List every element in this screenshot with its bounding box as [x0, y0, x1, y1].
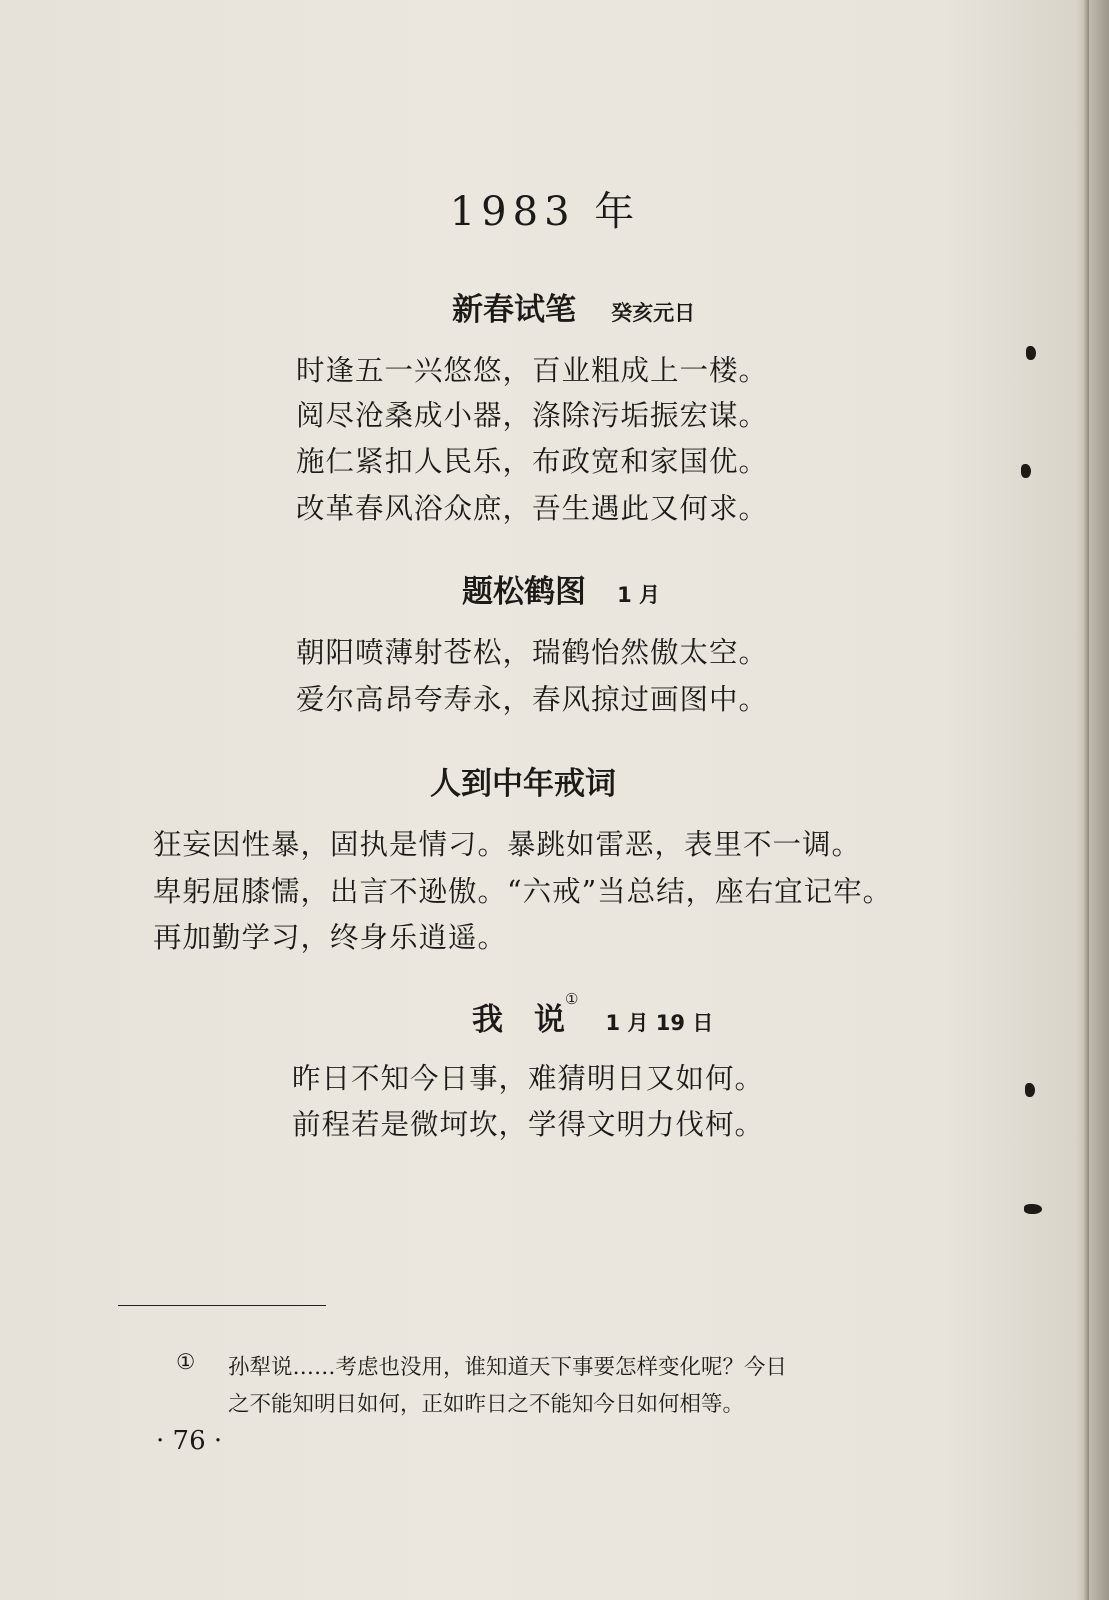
binding-hole — [1024, 1204, 1042, 1214]
poem-line: 爱尔高昂夸寿永，春风掠过画图中。 — [296, 683, 769, 716]
poem-date: 1 月 — [617, 583, 661, 607]
poem-date: 癸亥元日 — [611, 301, 696, 325]
poem-line: 前程若是微坷坎，学得文明力伐柯。 — [292, 1108, 765, 1141]
poem-title-row — [430, 758, 616, 803]
poem-title: 新春试笔 — [452, 292, 576, 328]
poem-title: 我 说 — [472, 1002, 565, 1038]
poem-line: 卑躬屈膝懦，出言不逊傲。“六戒”当总结，座右宜记牢。 — [153, 875, 893, 908]
footnote-rule — [118, 1305, 326, 1306]
poem-line: 朝阳喷薄射苍松，瑞鹤怡然傲太空。 — [296, 636, 769, 669]
binding-hole — [1021, 464, 1031, 478]
page-edge — [1083, 0, 1089, 1600]
binding-hole — [1026, 346, 1036, 360]
poem-line: 时逢五一兴悠悠，百业粗成上一楼。 — [296, 354, 769, 387]
page-number: · 76 · — [156, 1426, 223, 1456]
year-heading: 1983 年 — [449, 189, 641, 235]
poem-title-row — [462, 566, 660, 611]
poem-line: 狂妄因性暴，固执是情刁。暴跳如雷恶，表里不一调。 — [153, 828, 862, 861]
footnote-line: 之不能知明日如何，正如昨日之不能知今日如何相等。 — [228, 1392, 745, 1417]
binding-hole — [1025, 1083, 1035, 1097]
poem-line: 阅尽沧桑成小器，涤除污垢振宏谋。 — [296, 399, 769, 432]
poem-line: 再加勤学习，终身乐逍遥。 — [153, 921, 508, 954]
poem-date: 1 月 19 日 — [605, 1011, 714, 1035]
poem-title-row — [472, 990, 714, 1039]
footnote-mark: ① — [565, 990, 579, 1008]
poem-title: 题松鹤图 — [462, 574, 586, 610]
poem-line: 施仁紧扣人民乐，布政宽和家国优。 — [296, 445, 769, 478]
poem-line: 昨日不知今日事，难猜明日又如何。 — [292, 1062, 765, 1095]
poem-title-row — [452, 284, 695, 329]
poem-line: 改革春风浴众庶，吾生遇此又何求。 — [296, 492, 769, 525]
footnote-marker: ① — [176, 1350, 196, 1375]
footnote-line: 孙犁说……考虑也没用，谁知道天下事要怎样变化呢？今日 — [228, 1355, 788, 1380]
poem-title: 人到中年戒词 — [430, 766, 616, 802]
